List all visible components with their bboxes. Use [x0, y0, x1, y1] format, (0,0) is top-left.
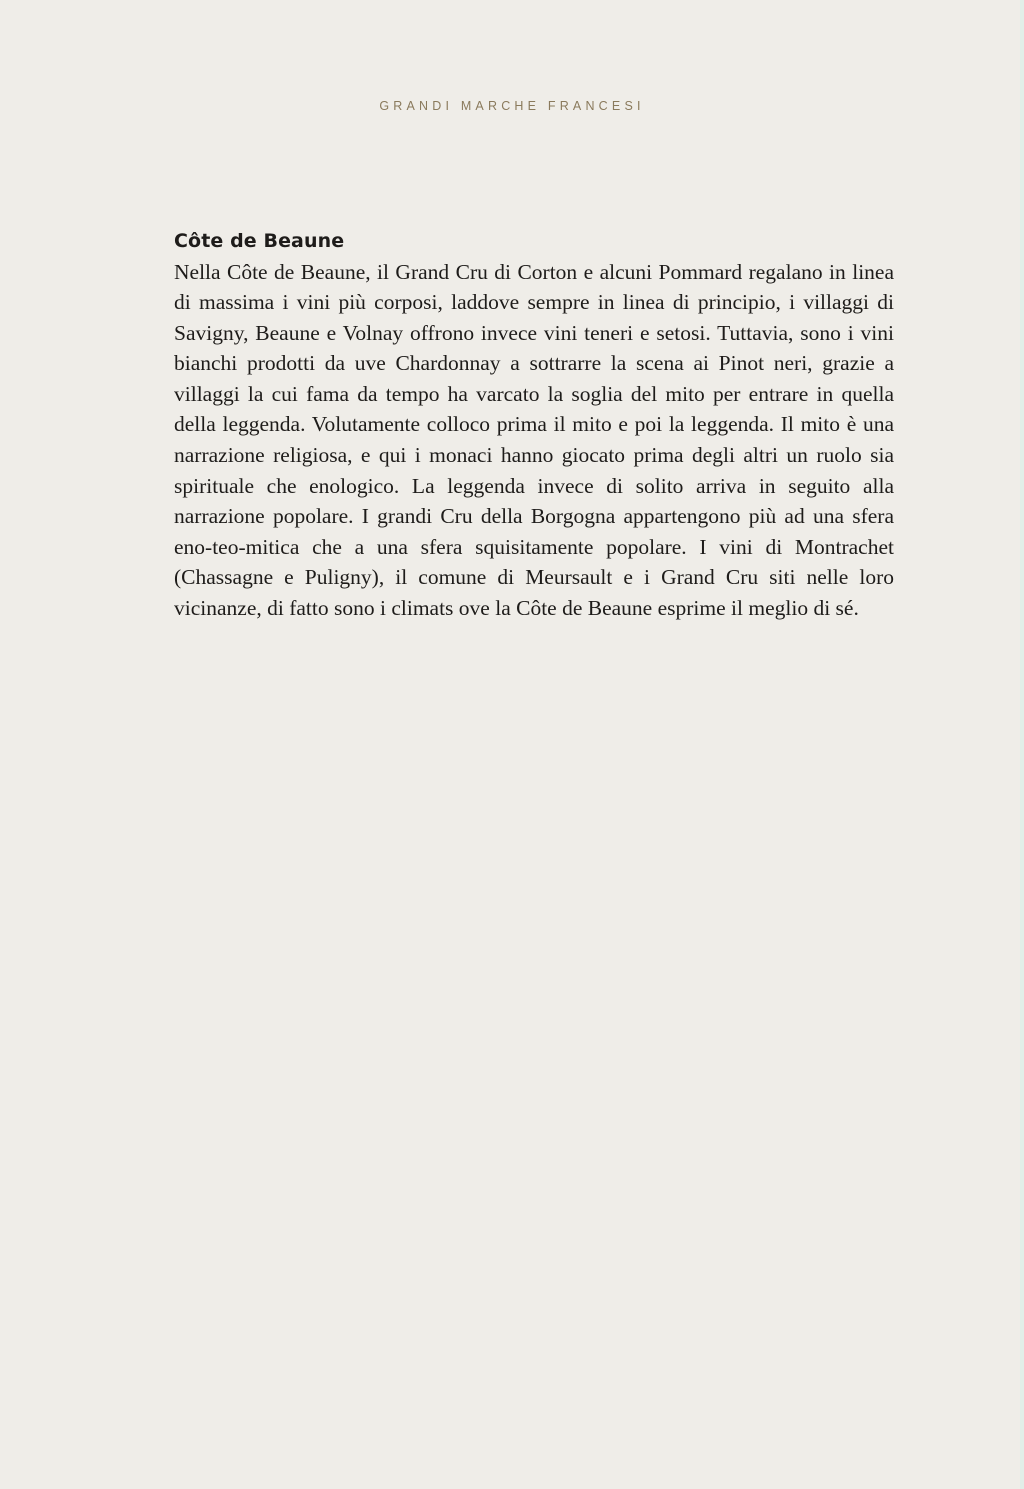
page-edge — [1020, 0, 1024, 1489]
running-head: GRANDI MARCHE FRANCESI — [379, 99, 645, 113]
body-paragraph: Nella Côte de Beaune, il Grand Cru di Corton e alcuni Pommard regalano in linea di massima i vini più corposi, laddove sempre in linea di principio, i villaggi di Savigny, Beaune e Volnay offrono invece vini teneri e setosi. Tuttavia, sono i vini bianchi prodotti da uve Chardonnay a sottrarre la scena ai Pinot neri, grazie a villaggi la cui fama da tempo ha varcato la soglia del mito per entrare in quella della leggenda. Volutamente colloco prima il mito e poi la leggenda. Il mito è una narrazione religiosa, e qui i monaci hanno giocato prima degli altri un ruolo sia spirituale che enologico. La leggenda invece di solito arriva in seguito alla narrazione popolare. I grandi Cru della Borgogna appartengono più ad una sfera eno-teo-mitica che a una sfera squisitamente popolare. I vini di Montrachet (Chassagne e Puligny), il comune di Meursault e i Grand Cru siti nelle loro vicinanze, di fatto sono i climats ove la Côte de Beaune esprime il meglio di sé. — [174, 259, 894, 621]
section-heading: Côte de Beaune — [174, 230, 345, 252]
article — [174, 226, 894, 624]
